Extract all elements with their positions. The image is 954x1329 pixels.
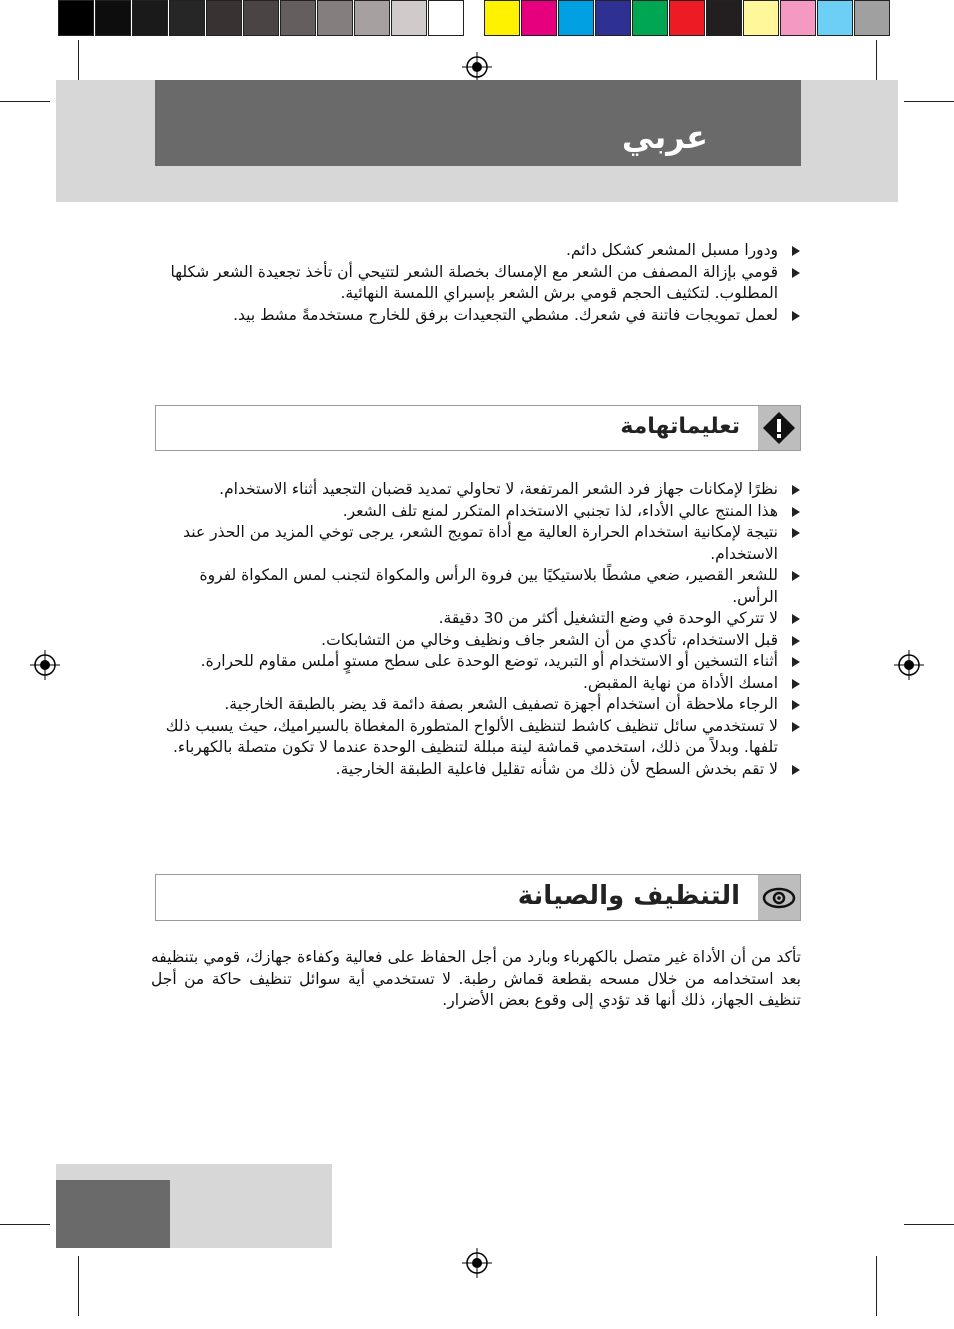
list-item: لا تستخدمي سائل تنظيف كاشط لتنظيف الألواح المتطورة المغطاة بالسيراميك، حيث يسبب ذلك تلفها. وبدلاً من ذلك، استخدمي قماشة لينة مبللة لتنظيف الوحدة عندما لا تكون متصلة بالكهرباء. <box>164 716 804 759</box>
important-section-header <box>155 405 801 451</box>
list-item: نتيجة لإمكانية استخدام الحرارة العالية مع أداة تمويج الشعر، يرجى توخي المزيد من الحذر عند الاستخدام. <box>164 522 804 565</box>
list-item: قومي بإزالة المصفف من الشعر مع الإمساك بخصلة الشعر لتتيحي أن تأخذ تجعيدة الشعر شكلها المطلوب. لتكثيف الحجم قومي برش الشعر بإسبراي اللمسة النهائية. <box>164 262 804 305</box>
color-calibration-bar <box>484 0 891 38</box>
color-swatch <box>780 0 816 36</box>
bullet-arrow-icon <box>792 679 800 689</box>
list-item: نظرًا لإمكانات جهاز فرد الشعر المرتفعة، لا تحاولي تمديد قضبان التجعيد أثناء الاستخدام. <box>164 479 804 501</box>
bullet-arrow-icon <box>792 722 800 732</box>
color-swatch <box>169 0 205 36</box>
color-swatch <box>280 0 316 36</box>
color-swatch <box>854 0 890 36</box>
important-list <box>164 479 804 780</box>
color-swatch <box>428 0 464 36</box>
color-swatch <box>206 0 242 36</box>
list-item: امسك الأداة من نهاية المقبض. <box>164 673 804 695</box>
list-item: هذا المنتج عالي الأداء، لذا تجنبي الاستخدام المتكرر لمنع تلف الشعر. <box>164 501 804 523</box>
registration-mark-icon <box>462 52 492 82</box>
color-swatch <box>743 0 779 36</box>
crop-mark <box>904 1224 954 1225</box>
color-swatch <box>669 0 705 36</box>
important-section-title: تعليماتهامة <box>620 414 740 439</box>
list-item: للشعر القصير، ضعي مشطًا بلاستيكيًا بين فروة الرأس والمكواة لتجنب لمس المكواة لفروة الرأس. <box>164 565 804 608</box>
crop-mark <box>0 1224 50 1225</box>
color-swatch <box>317 0 353 36</box>
color-swatch <box>817 0 853 36</box>
bullet-arrow-icon <box>792 571 800 581</box>
list-item: ودورا مسبل المشعر كشكل دائم. <box>164 240 804 262</box>
color-swatch <box>391 0 427 36</box>
list-item: لا تتركي الوحدة في وضع التشغيل أكثر من 30 دقيقة. <box>164 608 804 630</box>
page-number-box <box>56 1180 170 1248</box>
crop-mark <box>904 101 954 102</box>
bullet-arrow-icon <box>792 311 800 321</box>
bullet-arrow-icon <box>792 700 800 710</box>
bullet-arrow-icon <box>792 268 800 278</box>
color-swatch <box>521 0 557 36</box>
registration-mark-icon <box>30 650 60 680</box>
bullet-arrow-icon <box>792 657 800 667</box>
color-swatch <box>58 0 94 36</box>
eye-icon <box>758 875 800 920</box>
color-swatch <box>595 0 631 36</box>
grayscale-calibration-bar <box>58 0 465 38</box>
color-swatch <box>243 0 279 36</box>
intro-list <box>164 240 804 326</box>
color-swatch <box>558 0 594 36</box>
list-item: أثناء التسخين أو الاستخدام أو التبريد، توضع الوحدة على سطح مستوٍ أملس مقاوم للحرارة. <box>164 651 804 673</box>
bullet-arrow-icon <box>792 614 800 624</box>
list-item: الرجاء ملاحظة أن استخدام أجهزة تصفيف الشعر بصفة دائمة قد يضر بالطبقة الخارجية. <box>164 694 804 716</box>
registration-mark-icon <box>894 650 924 680</box>
bullet-arrow-icon <box>792 485 800 495</box>
crop-mark <box>78 1256 79 1316</box>
color-swatch <box>132 0 168 36</box>
bullet-arrow-icon <box>792 528 800 538</box>
cleaning-paragraph: تأكد من أن الأداة غير متصل بالكهرباء وبارد من أجل الحفاظ على فعالية وكفاءة جهازك، قومي بتنظيفه بعد استخدامه من خلال مسحه بقطعة قماش رطبة. لا تستخدمي أية سوائل تنظيف حاكة من أجل تنظيف الجهاز، ذلك أنها قد تؤدي إلى وقوع بعض الأضرار. <box>151 948 801 1009</box>
page-title: عربي <box>621 118 708 156</box>
crop-mark <box>0 101 50 102</box>
list-item: لعمل تمويجات فاتنة في شعرك. مشطي التجعيدات برفق للخارج مستخدمةً مشط بيد. <box>164 305 804 327</box>
warning-icon <box>758 406 800 450</box>
color-swatch <box>706 0 742 36</box>
registration-mark-icon <box>462 1248 492 1278</box>
bullet-arrow-icon <box>792 246 800 256</box>
crop-mark <box>876 1256 877 1316</box>
list-item: قبل الاستخدام، تأكدي من أن الشعر جاف ونظيف وخالي من التشابكات. <box>164 630 804 652</box>
bullet-arrow-icon <box>792 507 800 517</box>
cleaning-section-header <box>155 874 801 921</box>
color-swatch <box>632 0 668 36</box>
cleaning-section-title: التنظيف والصيانة <box>517 881 740 911</box>
bullet-arrow-icon <box>792 636 800 646</box>
color-swatch <box>484 0 520 36</box>
bullet-arrow-icon <box>792 765 800 775</box>
color-swatch <box>95 0 131 36</box>
list-item: لا تقم بخدش السطح لأن ذلك من شأنه تقليل فاعلية الطبقة الخارجية. <box>164 759 804 781</box>
color-swatch <box>354 0 390 36</box>
